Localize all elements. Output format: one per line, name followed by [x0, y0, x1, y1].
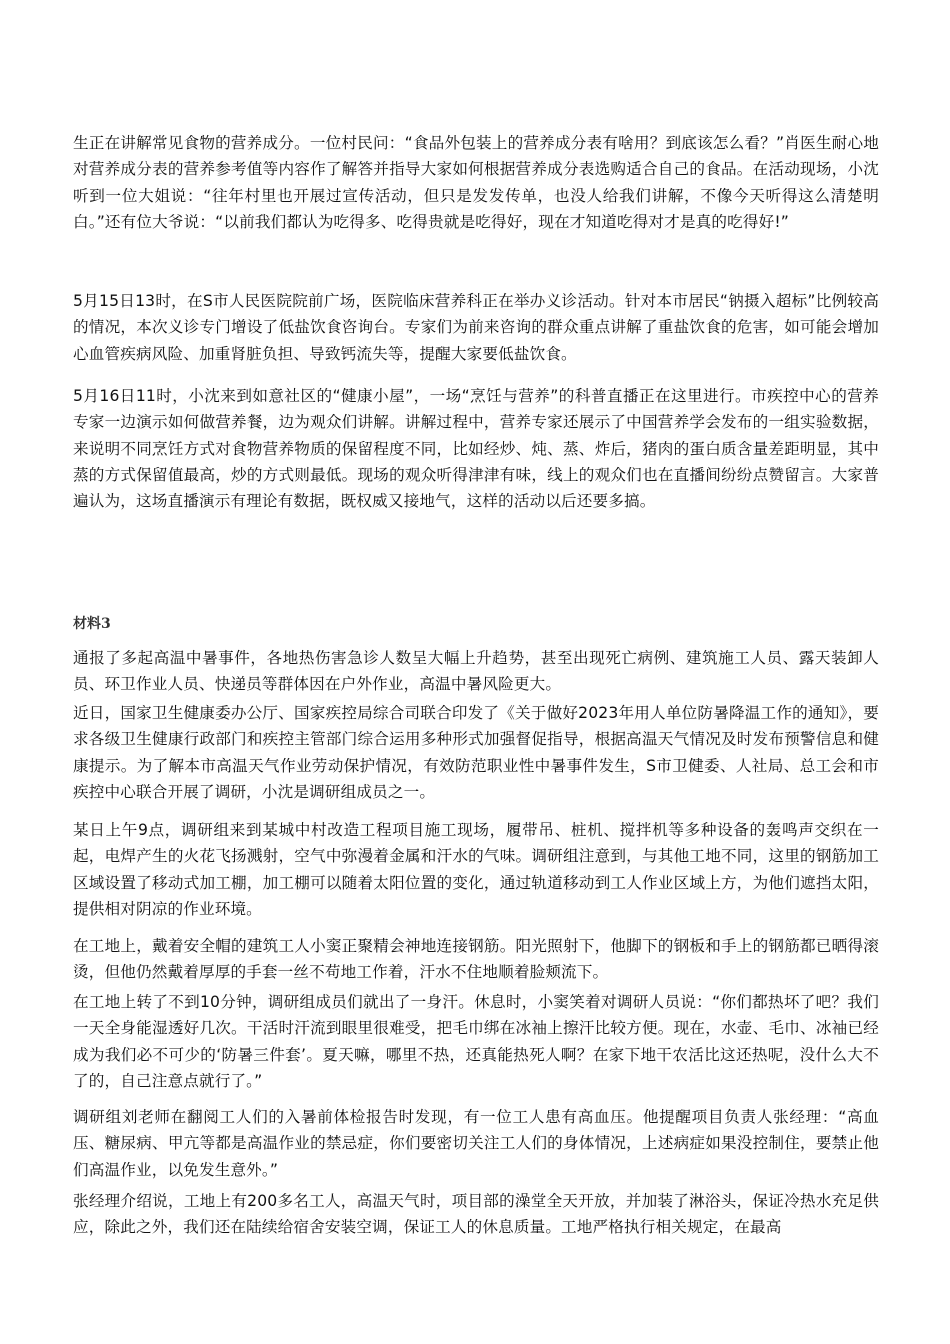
- paragraph-notice: 近日，国家卫生健康委办公厅、国家疾控局综合司联合印发了《关于做好2023年用人单位防暑降温工作的通知》，要求各级卫生健康行政部门和疾控主管部门综合运用多种形式加强督促指导，根据高温天气情况及时发布预警信息和健康提示。为了解本市高温天气作业劳动保护情况，有效防范职业性中暑事件发生，S市卫健委、人社局、总工会和市疾控中心联合开展了调研，小沈是调研组成员之一。: [73, 704, 879, 801]
- paragraph-heatstroke-report: 通报了多起高温中暑事件，各地热伤害急诊人数呈大幅上升趋势，甚至出现死亡病例、建筑施工人员、露天装卸人员、环卫作业人员、快递员等群体因在户外作业，高温中暑风险更大。: [73, 649, 879, 694]
- paragraph-health-check: 调研组刘老师在翻阅工人们的入暑前体检报告时发现，有一位工人患有高血压。他提醒项目负责人张经理：“高血压、糖尿病、甲亢等都是高温作业的禁忌症，你们要密切关注工人们的身体情况，上述病症如果没控制住，要禁止他们高温作业，以免发生意外。”: [73, 1108, 879, 1179]
- paragraph-manager-zhang: 张经理介绍说，工地上有200多名工人，高温天气时，项目部的澡堂全天开放，并加装了淋浴头，保证冷热水充足供应，除此之外，我们还在陆续给宿舍安装空调，保证工人的休息质量。工地严格执行相关规定，在最高: [73, 1192, 879, 1237]
- paragraph-livestream: 5月16日11时，小沈来到如意社区的“健康小屋”，一场“烹饪与营养”的科普直播正在这里进行。市疾控中心的营养专家一边演示如何做营养餐，边为观众们讲解。讲解过程中，营养专家还展示了中国营养学会发布的一组实验数据，来说明不同烹饪方式对食物营养物质的保留程度不同，比如经炒、炖、蒸、炸后，猪肉的蛋白质含量差距明显，其中蒸的方式保留值最高，炒的方式则最低。现场的观众听得津津有味，线上的观众们也在直播间纷纷点赞留言。大家普遍认为，这场直播演示有理论有数据，既权威又接地气，这样的活动以后还要多搞。: [73, 387, 879, 511]
- paragraph-nutrition-lecture: 生正在讲解常见食物的营养成分。一位村民问：“食品外包装上的营养成分表有啥用？到底该怎么看？”肖医生耐心地对营养成分表的营养参考值等内容作了解答并指导大家如何根据营养成分表选购适合自己的食品。在活动现场，小沈听到一位大姐说：“往年村里也开展过宣传活动，但只是发发传单，也没人给我们讲解，不像今天听得这么清楚明白。”还有位大爷说：“以前我们都认为吃得多、吃得贵就是吃得好，现在才知道吃得对才是真的吃得好!”: [73, 134, 879, 231]
- paragraph-construction-site: 某日上午9点，调研组来到某城中村改造工程项目施工现场，履带吊、桩机、搅拌机等多种设备的轰鸣声交织在一起，电焊产生的火花飞扬溅射，空气中弥漫着金属和汗水的气味。调研组注意到，与其他工地不同，这里的钢筋加工区域设置了移动式加工棚，加工棚可以随着太阳位置的变化，通过轨道移动到工人作业区域上方，为他们遮挡太阳，提供相对阴凉的作业环境。: [73, 821, 879, 918]
- paragraph-worker-xiaodou: 在工地上，戴着安全帽的建筑工人小窦正聚精会神地连接钢筋。阳光照射下，他脚下的钢板和手上的钢筋都已晒得滚烫，但他仍然戴着厚厚的手套一丝不苟地工作着，汗水不住地顺着脸颊流下。: [73, 937, 879, 982]
- paragraph-free-clinic: 5月15日13时，在S市人民医院院前广场，医院临床营养科正在举办义诊活动。针对本市居民“钠摄入超标”比例较高的情况，本次义诊专门增设了低盐饮食咨询台。专家们为前来咨询的群众重点讲解了重盐饮食的危害，如可能会增加心血管疾病风险、加重肾脏负担、导致钙流失等，提醒大家要低盐饮食。: [73, 292, 879, 363]
- section-heading: 材料3: [73, 616, 111, 632]
- paragraph-worker-quote: 在工地上转了不到10分钟，调研组成员们就出了一身汗。休息时，小窦笑着对调研人员说：“你们都热坏了吧？我们一天全身能湿透好几次。干活时汗流到眼里很难受，把毛巾绑在冰袖上擦汗比较方便。现在，水壶、毛巾、冰袖已经成为我们必不可少的‘防暑三件套’。夏天嘛，哪里不热，还真能热死人啊？在家下地干农活比这还热呢，没什么大不了的，自己注意点就行了。”: [73, 993, 879, 1090]
